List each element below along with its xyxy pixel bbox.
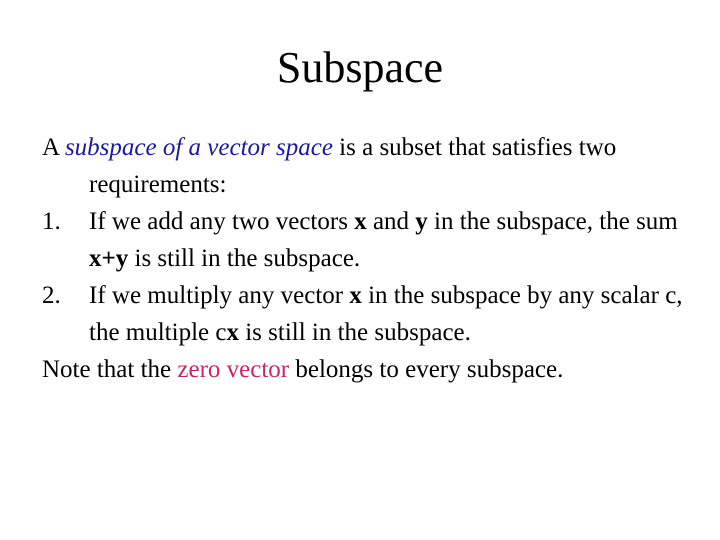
note-highlight: zero vector	[177, 356, 290, 383]
intro-rest: is a subset that satisfies two requirements:	[89, 134, 617, 198]
requirement-2-var-cx: x	[226, 319, 239, 346]
requirement-2-text-c: is still in the subspace.	[238, 319, 471, 346]
requirement-1-text-d: is still in the subspace.	[128, 245, 361, 272]
requirement-1-text-c: in the subspace, the sum	[427, 208, 678, 235]
requirement-1-var-x: x	[354, 208, 367, 235]
requirement-1	[42, 203, 702, 277]
intro-prefix: A	[42, 134, 65, 161]
requirement-1-number: 1.	[42, 208, 61, 235]
requirement-2-text-b: in the subspace by any scalar c, the multiple c	[89, 282, 683, 346]
intro-term: subspace of a vector space	[64, 134, 333, 161]
note-paragraph	[42, 351, 702, 388]
slide-title: Subspace	[276, 43, 444, 92]
intro-paragraph	[42, 129, 702, 203]
requirement-2-text-a: If we multiply any vector	[89, 282, 350, 309]
requirement-2-number: 2.	[42, 282, 61, 309]
note-rest: belongs to every subspace.	[289, 356, 564, 383]
requirement-1-text-b: and	[366, 208, 416, 235]
requirement-1-var-sum: x+y	[89, 245, 129, 272]
requirement-1-var-y: y	[415, 208, 428, 235]
slide-body	[42, 129, 702, 388]
requirement-2-var-x: x	[349, 282, 362, 309]
requirement-1-text-a: If we add any two vectors	[89, 208, 355, 235]
note-prefix: Note that the	[42, 356, 178, 383]
requirement-2	[42, 277, 702, 351]
